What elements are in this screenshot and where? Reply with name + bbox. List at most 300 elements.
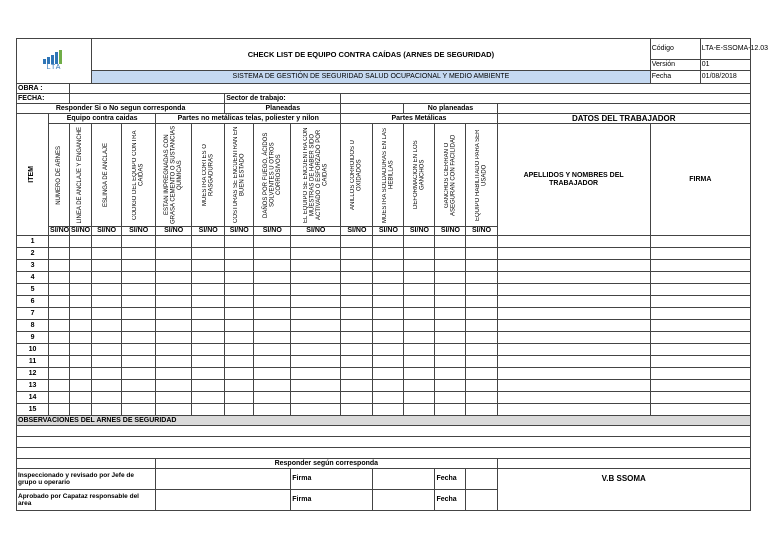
- check-cell[interactable]: [404, 392, 435, 404]
- worker-signature-cell[interactable]: [650, 368, 750, 380]
- check-cell[interactable]: [92, 392, 122, 404]
- check-cell[interactable]: [404, 272, 435, 284]
- check-cell[interactable]: [49, 236, 70, 248]
- fecha-footer-field[interactable]: [466, 469, 497, 490]
- check-cell[interactable]: [373, 404, 404, 416]
- check-cell[interactable]: [192, 368, 225, 380]
- worker-signature-cell[interactable]: [650, 272, 750, 284]
- check-cell[interactable]: [373, 368, 404, 380]
- worker-name-cell[interactable]: [497, 392, 650, 404]
- check-cell[interactable]: [49, 284, 70, 296]
- check-cell[interactable]: [49, 332, 70, 344]
- apellidos-header: APELLIDOS Y NOMBRES DEL TRABAJADOR: [497, 124, 650, 236]
- check-cell[interactable]: [70, 404, 92, 416]
- check-cell[interactable]: [192, 272, 225, 284]
- check-cell[interactable]: [435, 236, 466, 248]
- check-cell[interactable]: [466, 296, 497, 308]
- worker-signature-cell[interactable]: [650, 392, 750, 404]
- table-row: [17, 308, 751, 320]
- check-cell[interactable]: [373, 284, 404, 296]
- worker-name-cell[interactable]: [497, 236, 650, 248]
- check-cell[interactable]: [466, 392, 497, 404]
- check-cell[interactable]: [466, 356, 497, 368]
- observaciones-line[interactable]: [17, 437, 751, 448]
- check-cell[interactable]: [92, 404, 122, 416]
- check-cell[interactable]: [70, 380, 92, 392]
- item-number: 14: [17, 392, 49, 404]
- worker-signature-cell[interactable]: [650, 344, 750, 356]
- item-number: 6: [17, 296, 49, 308]
- check-cell[interactable]: [225, 356, 254, 368]
- worker-name-cell[interactable]: [497, 380, 650, 392]
- check-cell[interactable]: [192, 344, 225, 356]
- check-cell[interactable]: [291, 380, 341, 392]
- check-cell[interactable]: [122, 308, 156, 320]
- check-cell[interactable]: [156, 368, 192, 380]
- check-cell[interactable]: [49, 260, 70, 272]
- check-cell[interactable]: [435, 356, 466, 368]
- check-cell[interactable]: [70, 236, 92, 248]
- check-cell[interactable]: [404, 320, 435, 332]
- check-cell[interactable]: [192, 320, 225, 332]
- check-cell[interactable]: [291, 296, 341, 308]
- check-cell[interactable]: [341, 248, 373, 260]
- worker-name-cell[interactable]: [497, 260, 650, 272]
- check-cell[interactable]: [49, 272, 70, 284]
- check-cell[interactable]: [225, 284, 254, 296]
- check-cell[interactable]: [373, 296, 404, 308]
- check-cell[interactable]: [435, 368, 466, 380]
- check-header-2: LINEA DE ANCLAJE Y ENGANCHE: [70, 124, 92, 227]
- sino-label: SI/NO: [71, 227, 91, 234]
- sector-field[interactable]: [341, 94, 751, 104]
- observaciones-line[interactable]: [17, 426, 751, 437]
- check-cell[interactable]: [254, 308, 291, 320]
- check-cell[interactable]: [466, 320, 497, 332]
- check-cell[interactable]: [466, 308, 497, 320]
- check-cell[interactable]: [373, 344, 404, 356]
- worker-signature-cell[interactable]: [650, 260, 750, 272]
- check-cell[interactable]: [291, 260, 341, 272]
- check-cell[interactable]: [156, 380, 192, 392]
- check-cell[interactable]: [156, 260, 192, 272]
- item-number: 3: [17, 260, 49, 272]
- check-cell[interactable]: [435, 404, 466, 416]
- check-cell[interactable]: [254, 296, 291, 308]
- worker-name-cell[interactable]: [497, 356, 650, 368]
- worker-name-cell[interactable]: [497, 368, 650, 380]
- check-cell[interactable]: [225, 404, 254, 416]
- check-cell[interactable]: [122, 332, 156, 344]
- check-cell[interactable]: [192, 248, 225, 260]
- check-cell[interactable]: [70, 248, 92, 260]
- check-cell[interactable]: [122, 284, 156, 296]
- codigo-label: Código: [650, 39, 700, 60]
- check-cell[interactable]: [435, 272, 466, 284]
- check-cell[interactable]: [49, 296, 70, 308]
- sector-label: Sector de trabajo:: [225, 94, 341, 104]
- check-cell[interactable]: [435, 332, 466, 344]
- check-cell[interactable]: [291, 344, 341, 356]
- check-cell[interactable]: [70, 344, 92, 356]
- check-cell[interactable]: [291, 356, 341, 368]
- check-header-1: NUMERO DE ARNES: [49, 124, 70, 227]
- worker-signature-cell[interactable]: [650, 380, 750, 392]
- item-number: 5: [17, 284, 49, 296]
- check-cell[interactable]: [92, 248, 122, 260]
- check-cell[interactable]: [225, 272, 254, 284]
- check-cell[interactable]: [341, 320, 373, 332]
- check-cell[interactable]: [122, 236, 156, 248]
- check-cell[interactable]: [70, 392, 92, 404]
- check-cell[interactable]: [373, 236, 404, 248]
- worker-name-cell[interactable]: [497, 284, 650, 296]
- check-cell[interactable]: [291, 284, 341, 296]
- check-cell[interactable]: [254, 320, 291, 332]
- check-cell[interactable]: [225, 296, 254, 308]
- checklist-table: [16, 38, 768, 511]
- check-cell[interactable]: [435, 392, 466, 404]
- check-cell[interactable]: [156, 284, 192, 296]
- check-cell[interactable]: [291, 404, 341, 416]
- check-cell[interactable]: [254, 260, 291, 272]
- check-cell[interactable]: [254, 404, 291, 416]
- responder-label: Responder Si o No segun corresponda: [17, 104, 225, 114]
- firma-field[interactable]: [373, 490, 435, 511]
- check-cell[interactable]: [92, 356, 122, 368]
- check-cell[interactable]: [291, 236, 341, 248]
- check-cell[interactable]: [373, 392, 404, 404]
- check-cell[interactable]: [404, 332, 435, 344]
- check-cell[interactable]: [156, 356, 192, 368]
- check-cell[interactable]: [49, 368, 70, 380]
- check-cell[interactable]: [192, 332, 225, 344]
- worker-signature-cell[interactable]: [650, 236, 750, 248]
- check-cell[interactable]: [291, 368, 341, 380]
- worker-name-cell[interactable]: [497, 308, 650, 320]
- sino-label: SI/NO: [404, 227, 435, 236]
- check-cell[interactable]: [92, 344, 122, 356]
- check-cell[interactable]: [373, 272, 404, 284]
- check-cell[interactable]: [435, 260, 466, 272]
- firma-label: Firma: [291, 490, 373, 511]
- check-cell[interactable]: [225, 380, 254, 392]
- check-cell[interactable]: [192, 356, 225, 368]
- check-cell[interactable]: [192, 380, 225, 392]
- check-cell[interactable]: [466, 272, 497, 284]
- worker-signature-cell[interactable]: [650, 332, 750, 344]
- check-cell[interactable]: [254, 236, 291, 248]
- check-cell[interactable]: [122, 344, 156, 356]
- worker-name-cell[interactable]: [497, 320, 650, 332]
- check-cell[interactable]: [404, 380, 435, 392]
- table-row: [17, 404, 751, 416]
- check-cell[interactable]: [341, 296, 373, 308]
- check-cell[interactable]: [435, 320, 466, 332]
- check-cell[interactable]: [373, 332, 404, 344]
- check-cell[interactable]: [404, 356, 435, 368]
- check-cell[interactable]: [122, 368, 156, 380]
- fecha-footer-field[interactable]: [466, 490, 497, 511]
- check-header-10: ANILLOS CORROIDOS U OXIDADOS: [341, 124, 373, 227]
- worker-signature-cell[interactable]: [650, 248, 750, 260]
- check-cell[interactable]: [70, 368, 92, 380]
- check-header-4: CODIGO DEL EQUIPO CONTRA CAIDAS: [122, 124, 156, 227]
- firma-field[interactable]: [373, 469, 435, 490]
- check-cell[interactable]: [254, 392, 291, 404]
- check-cell[interactable]: [92, 260, 122, 272]
- aprobado-label: Aprobado por Capataz responsable del area: [17, 490, 156, 511]
- check-cell[interactable]: [341, 392, 373, 404]
- check-cell[interactable]: [156, 248, 192, 260]
- worker-signature-cell[interactable]: [650, 404, 750, 416]
- check-cell[interactable]: [225, 308, 254, 320]
- check-cell[interactable]: [156, 392, 192, 404]
- check-header-13: GANCHOS CIERRAN O ASEGURAN CON FACILIDAD: [435, 124, 466, 227]
- obra-label: OBRA :: [17, 84, 70, 94]
- check-cell[interactable]: [404, 296, 435, 308]
- check-cell[interactable]: [341, 356, 373, 368]
- check-cell[interactable]: [192, 296, 225, 308]
- check-cell[interactable]: [70, 308, 92, 320]
- check-cell[interactable]: [254, 380, 291, 392]
- check-cell[interactable]: [341, 380, 373, 392]
- check-cell[interactable]: [466, 248, 497, 260]
- check-cell[interactable]: [70, 260, 92, 272]
- check-cell[interactable]: [49, 380, 70, 392]
- check-cell[interactable]: [466, 332, 497, 344]
- check-cell[interactable]: [373, 356, 404, 368]
- check-cell[interactable]: [435, 308, 466, 320]
- check-cell[interactable]: [373, 380, 404, 392]
- table-row: [17, 248, 751, 260]
- fecha-label: Fecha: [650, 71, 700, 84]
- check-cell[interactable]: [122, 356, 156, 368]
- check-cell[interactable]: [373, 260, 404, 272]
- check-cell[interactable]: [225, 368, 254, 380]
- worker-signature-cell[interactable]: [650, 308, 750, 320]
- responsable-field[interactable]: [156, 469, 291, 490]
- fecha-form-label: FECHA:: [17, 94, 70, 104]
- item-number: 15: [17, 404, 49, 416]
- check-cell[interactable]: [466, 260, 497, 272]
- check-cell[interactable]: [291, 308, 341, 320]
- check-cell[interactable]: [156, 272, 192, 284]
- check-cell[interactable]: [404, 344, 435, 356]
- check-cell[interactable]: [92, 272, 122, 284]
- responsable-field[interactable]: [156, 490, 291, 511]
- check-cell[interactable]: [435, 344, 466, 356]
- check-cell[interactable]: [341, 236, 373, 248]
- logo-bars-icon: [43, 50, 65, 64]
- check-cell[interactable]: [156, 296, 192, 308]
- check-cell[interactable]: [341, 272, 373, 284]
- check-cell[interactable]: [373, 320, 404, 332]
- check-header-8: DAÑOS POR FUEGO, ÁCIDOS SOLVENTES U OTROS CORROSIVOS: [254, 124, 291, 227]
- worker-signature-cell[interactable]: [650, 356, 750, 368]
- worker-name-cell[interactable]: [497, 404, 650, 416]
- check-cell[interactable]: [49, 392, 70, 404]
- worker-name-cell[interactable]: [497, 344, 650, 356]
- check-cell[interactable]: [404, 308, 435, 320]
- check-cell[interactable]: [466, 380, 497, 392]
- check-cell[interactable]: [435, 248, 466, 260]
- sino-label: SI/NO: [192, 227, 225, 236]
- sino-label: SI/NO: [373, 227, 404, 236]
- check-cell[interactable]: [435, 284, 466, 296]
- check-cell[interactable]: [254, 284, 291, 296]
- check-cell[interactable]: [404, 368, 435, 380]
- table-row: [17, 272, 751, 284]
- worker-signature-cell[interactable]: [650, 284, 750, 296]
- check-cell[interactable]: [122, 296, 156, 308]
- version-label: Versión: [650, 60, 700, 71]
- check-cell[interactable]: [291, 392, 341, 404]
- check-cell[interactable]: [341, 308, 373, 320]
- check-cell[interactable]: [70, 296, 92, 308]
- item-number: 10: [17, 344, 49, 356]
- sino-label: SI/NO: [225, 227, 254, 236]
- check-cell[interactable]: [156, 332, 192, 344]
- check-cell[interactable]: [225, 248, 254, 260]
- check-cell[interactable]: [156, 320, 192, 332]
- worker-signature-cell[interactable]: [650, 296, 750, 308]
- check-cell[interactable]: [254, 368, 291, 380]
- check-cell[interactable]: [291, 248, 341, 260]
- check-cell[interactable]: [92, 236, 122, 248]
- check-cell[interactable]: [49, 404, 70, 416]
- check-cell[interactable]: [373, 248, 404, 260]
- check-cell[interactable]: [341, 284, 373, 296]
- fecha-form-field[interactable]: [70, 94, 225, 104]
- check-cell[interactable]: [404, 248, 435, 260]
- check-cell[interactable]: [291, 320, 341, 332]
- check-cell[interactable]: [466, 344, 497, 356]
- check-cell[interactable]: [254, 344, 291, 356]
- check-cell[interactable]: [341, 344, 373, 356]
- check-cell[interactable]: [92, 332, 122, 344]
- check-cell[interactable]: [192, 404, 225, 416]
- check-cell[interactable]: [122, 260, 156, 272]
- worker-name-cell[interactable]: [497, 272, 650, 284]
- observaciones-line[interactable]: [17, 448, 751, 459]
- check-cell[interactable]: [92, 284, 122, 296]
- check-cell[interactable]: [92, 320, 122, 332]
- check-cell[interactable]: [466, 236, 497, 248]
- check-cell[interactable]: [225, 260, 254, 272]
- worker-signature-cell[interactable]: [650, 320, 750, 332]
- worker-name-cell[interactable]: [497, 248, 650, 260]
- check-cell[interactable]: [49, 356, 70, 368]
- check-cell[interactable]: [192, 236, 225, 248]
- table-row: [17, 236, 751, 248]
- check-cell[interactable]: [122, 272, 156, 284]
- check-cell[interactable]: [225, 344, 254, 356]
- check-cell[interactable]: [70, 320, 92, 332]
- check-cell[interactable]: [254, 332, 291, 344]
- check-cell[interactable]: [404, 236, 435, 248]
- check-cell[interactable]: [435, 296, 466, 308]
- check-cell[interactable]: [122, 380, 156, 392]
- planeadas-label: Planeadas: [225, 104, 341, 114]
- check-cell[interactable]: [70, 272, 92, 284]
- check-cell[interactable]: [92, 380, 122, 392]
- responder-footer: Responder según corresponda: [156, 459, 497, 469]
- check-cell[interactable]: [291, 332, 341, 344]
- check-cell[interactable]: [70, 332, 92, 344]
- check-cell[interactable]: [466, 404, 497, 416]
- check-cell[interactable]: [254, 248, 291, 260]
- check-cell[interactable]: [225, 392, 254, 404]
- check-cell[interactable]: [341, 260, 373, 272]
- check-cell[interactable]: [70, 356, 92, 368]
- check-cell[interactable]: [373, 308, 404, 320]
- check-cell[interactable]: [156, 236, 192, 248]
- check-cell[interactable]: [254, 356, 291, 368]
- check-cell[interactable]: [156, 404, 192, 416]
- check-cell[interactable]: [122, 404, 156, 416]
- check-cell[interactable]: [122, 320, 156, 332]
- check-cell[interactable]: [435, 380, 466, 392]
- check-cell[interactable]: [192, 392, 225, 404]
- check-cell[interactable]: [225, 236, 254, 248]
- item-number: 13: [17, 380, 49, 392]
- check-cell[interactable]: [341, 404, 373, 416]
- vb-ssoma: V.B SSOMA: [497, 469, 751, 511]
- check-cell[interactable]: [122, 392, 156, 404]
- worker-name-cell[interactable]: [497, 296, 650, 308]
- check-cell[interactable]: [404, 260, 435, 272]
- item-header: ITEM: [17, 114, 49, 236]
- check-cell[interactable]: [49, 344, 70, 356]
- obra-field[interactable]: [70, 84, 751, 94]
- check-cell[interactable]: [49, 320, 70, 332]
- check-cell[interactable]: [156, 308, 192, 320]
- check-cell[interactable]: [49, 248, 70, 260]
- check-cell[interactable]: [404, 404, 435, 416]
- check-cell[interactable]: [92, 308, 122, 320]
- logo-text: LTA: [46, 64, 62, 71]
- check-cell[interactable]: [466, 368, 497, 380]
- item-number: 2: [17, 248, 49, 260]
- worker-name-cell[interactable]: [497, 332, 650, 344]
- check-cell[interactable]: [225, 320, 254, 332]
- logo: [18, 50, 90, 72]
- item-number: 4: [17, 272, 49, 284]
- check-cell[interactable]: [192, 284, 225, 296]
- check-header-5: ESTAN IMPREGNADAS CON GRASA CEMENTO O SUSTANCIAS QUIMICAS: [156, 124, 192, 227]
- check-cell[interactable]: [341, 332, 373, 344]
- logo-cell: [17, 39, 92, 84]
- check-cell[interactable]: [404, 284, 435, 296]
- check-cell[interactable]: [49, 308, 70, 320]
- table-row: [17, 332, 751, 344]
- check-cell[interactable]: [92, 368, 122, 380]
- check-cell[interactable]: [291, 272, 341, 284]
- check-cell[interactable]: [192, 308, 225, 320]
- check-cell[interactable]: [341, 368, 373, 380]
- check-cell[interactable]: [254, 272, 291, 284]
- check-cell[interactable]: [192, 260, 225, 272]
- check-cell[interactable]: [92, 296, 122, 308]
- check-cell[interactable]: [70, 284, 92, 296]
- check-cell[interactable]: [156, 344, 192, 356]
- check-cell[interactable]: [466, 284, 497, 296]
- check-cell[interactable]: [122, 248, 156, 260]
- table-row: [17, 344, 751, 356]
- check-cell[interactable]: [225, 332, 254, 344]
- sino-label: SI/NO: [122, 227, 156, 236]
